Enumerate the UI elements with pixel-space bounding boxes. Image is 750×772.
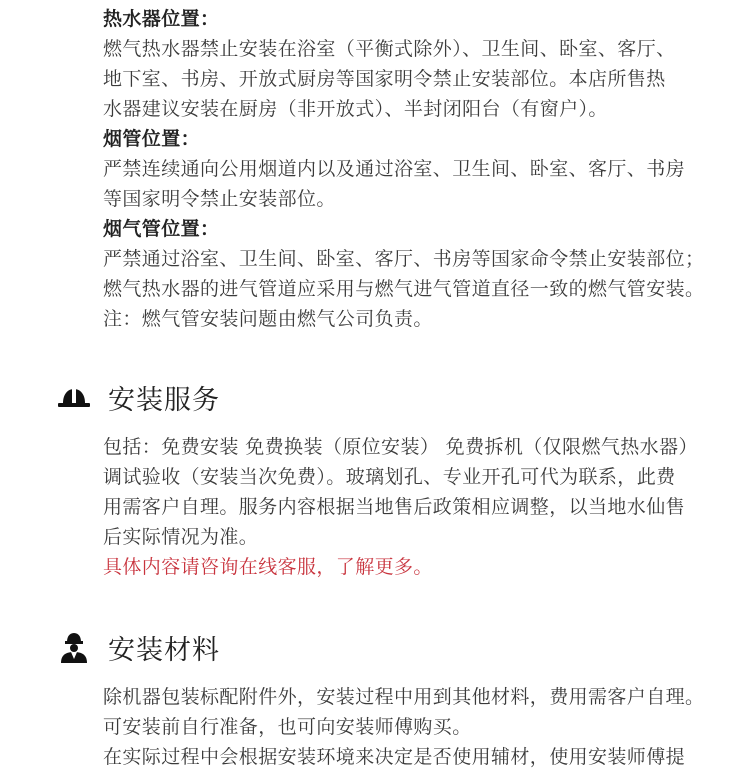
service-line: 用需客户自理。服务内容根据当地售后政策相应调整，以当地水仙售 xyxy=(103,496,686,518)
heater-position-line: 水器建议安装在厨房（非开放式）、半封闭阳台（有窗户）。 xyxy=(103,98,608,120)
service-title: 安装服务 xyxy=(108,385,220,416)
service-line: 调试验收（安装当次免费）。玻璃划孔、专业开孔可代为联系，此费 xyxy=(103,466,676,488)
heater-position-heading: 热水器位置： xyxy=(103,8,220,30)
service-note: 具体内容请咨询在线客服，了解更多。 xyxy=(103,556,433,578)
gas-pipe-position-line: 注：燃气管安装问题由燃气公司负责。 xyxy=(103,308,433,330)
gas-pipe-position-line: 燃气热水器的进气管道应采用与燃气进气管道直径一致的燃气管安装。 xyxy=(103,278,705,300)
heater-position-line: 燃气热水器禁止安装在浴室（平衡式除外）、卫生间、卧室、客厅、 xyxy=(103,38,676,60)
worker-icon xyxy=(56,630,92,666)
hard-hat-icon xyxy=(56,380,92,416)
gas-pipe-position-heading: 烟气管位置： xyxy=(103,218,220,240)
gas-pipe-position-line: 严禁通过浴室、卫生间、卧室、客厅、书房等国家命令禁止安装部位； xyxy=(103,248,705,270)
service-line: 包括：免费安装 免费换装（原位安装） 免费拆机（仅限燃气热水器） xyxy=(103,436,698,458)
service-content xyxy=(103,432,743,582)
materials-content xyxy=(103,682,743,772)
materials-line: 除机器包装标配附件外，安装过程中用到其他材料，费用需客户自理。 xyxy=(103,686,705,708)
flue-position-line: 等国家明令禁止安装部位。 xyxy=(103,188,336,210)
materials-title: 安装材料 xyxy=(108,635,220,666)
installation-position-section xyxy=(103,4,743,334)
service-heading xyxy=(56,378,220,417)
flue-position-line: 严禁连续通向公用烟道内以及通过浴室、卫生间、卧室、客厅、书房 xyxy=(103,158,686,180)
materials-line: 在实际过程中会根据安装环境来决定是否使用辅材，使用安装师傅提 xyxy=(103,746,686,768)
materials-line: 可安装前自行准备，也可向安装师傅购买。 xyxy=(103,716,472,738)
materials-heading xyxy=(56,628,220,667)
flue-position-heading: 烟管位置： xyxy=(103,128,201,150)
heater-position-line: 地下室、书房、开放式厨房等国家明令禁止安装部位。本店所售热 xyxy=(103,68,666,90)
service-line: 后实际情况为准。 xyxy=(103,526,259,548)
